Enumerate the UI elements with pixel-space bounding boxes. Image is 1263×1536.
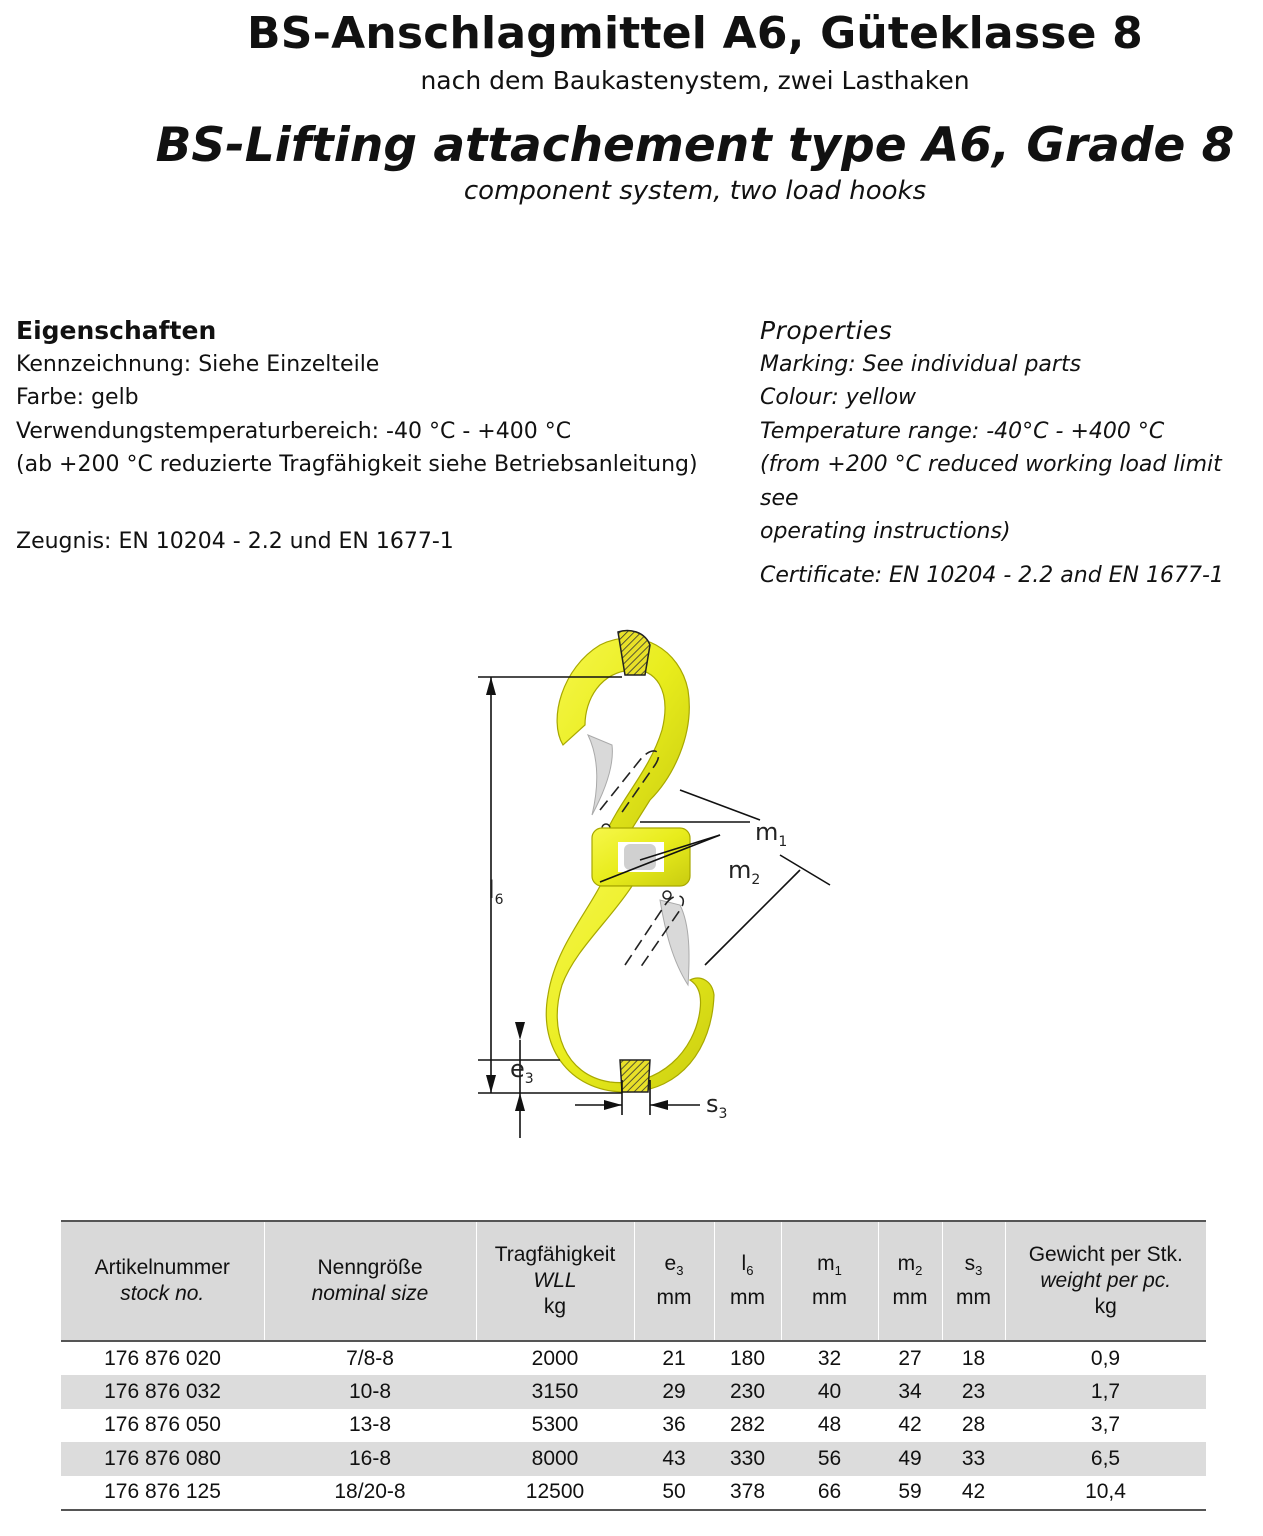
header-m2: $m_2$ mm xyxy=(878,1221,942,1341)
header-s3: $s_3$ mm xyxy=(942,1221,1005,1341)
marking-line: Kennzeichnung: Siehe Einzelteile xyxy=(16,351,380,377)
lower-hook xyxy=(546,886,714,1092)
colour-line: Colour: yellow xyxy=(760,385,917,410)
header-m1: $m_1$ mm xyxy=(781,1221,878,1341)
properties-heading: Properties xyxy=(760,316,893,345)
dimension-arrows xyxy=(486,677,668,1111)
cell-s3: 42 xyxy=(961,1480,986,1504)
cell-m2: 42 xyxy=(898,1413,922,1437)
header-wll: Tragfähigkeit WLL kg xyxy=(476,1221,634,1341)
cell-wll: 3150 xyxy=(476,1375,634,1408)
marking-line: Marking: See individual parts xyxy=(760,351,1082,377)
page-title-english: BS-Lifting attachement type A6, Grade 8 xyxy=(155,118,1235,173)
cell-stock-no: 176 876 050 xyxy=(104,1413,221,1437)
label-l6: $l_6$ xyxy=(488,876,504,908)
certificate-line: Zeugnis: EN 10204 - 2.2 und EN 1677-1 xyxy=(16,528,454,554)
cell-m2: 49 xyxy=(878,1442,942,1475)
temperature-note: (ab +200 °C reduzierte Tragfähigkeit siehe Betriebsanleitung) xyxy=(16,452,698,477)
colour-line: Farbe: gelb xyxy=(16,385,139,410)
temperature-note-line2: operating instructions) xyxy=(760,519,1011,544)
cell-m1: 56 xyxy=(781,1442,878,1475)
cell-m1: 66 xyxy=(817,1480,842,1504)
cell-wll: 12500 xyxy=(525,1480,585,1504)
label-s3: $s_3$ xyxy=(706,1090,728,1122)
cell-stock-no: 176 876 080 xyxy=(61,1442,264,1475)
cell-l6: 378 xyxy=(729,1480,766,1504)
cell-s3: 28 xyxy=(961,1413,986,1437)
cell-weight: 0,9 xyxy=(1090,1346,1121,1370)
cell-s3: 33 xyxy=(942,1442,1005,1475)
table-row xyxy=(61,1409,1206,1442)
cell-nominal-size: 13-8 xyxy=(348,1413,392,1437)
page-subtitle-english: component system, two load hooks xyxy=(463,176,927,206)
properties-english xyxy=(760,314,1260,592)
cell-weight: 3,7 xyxy=(1090,1413,1121,1437)
cell-stock-no: 176 876 125 xyxy=(104,1480,221,1504)
cell-stock-no: 176 876 020 xyxy=(104,1346,221,1370)
cell-m2: 27 xyxy=(898,1346,922,1370)
table-row xyxy=(61,1476,1206,1510)
header-nominal-size: Nenngröße nominal size xyxy=(264,1221,476,1341)
page-subtitle: nach dem Baukastenystem, zwei Lasthaken xyxy=(420,66,970,95)
header-l6: $l_6$ mm xyxy=(714,1221,781,1341)
cell-e3: 43 xyxy=(634,1442,714,1475)
cell-s3: 18 xyxy=(961,1346,986,1370)
cell-m1: 32 xyxy=(817,1346,842,1370)
cell-weight: 1,7 xyxy=(1005,1375,1206,1408)
table-row xyxy=(61,1442,1206,1475)
page-title: BS-Anschlagmittel A6, Güteklasse 8 xyxy=(247,8,1143,59)
table-header-row xyxy=(61,1221,1206,1341)
specifications-table xyxy=(61,1220,1206,1511)
cell-wll: 8000 xyxy=(476,1442,634,1475)
label-e3: $e_3$ xyxy=(510,1055,534,1087)
cell-nominal-size: 16-8 xyxy=(264,1442,476,1475)
properties-heading: Eigenschaften xyxy=(16,316,217,345)
label-m1: $m_1$ xyxy=(755,818,788,850)
cell-nominal-size: 7/8-8 xyxy=(346,1346,394,1370)
properties-german xyxy=(16,314,736,558)
cell-weight: 6,5 xyxy=(1005,1442,1206,1475)
table-row xyxy=(61,1375,1206,1408)
cell-wll: 2000 xyxy=(531,1346,579,1370)
cell-wll: 5300 xyxy=(531,1413,579,1437)
cell-nominal-size: 18/20-8 xyxy=(334,1480,406,1504)
cell-weight: 10,4 xyxy=(1085,1480,1126,1504)
cell-stock-no: 176 876 032 xyxy=(61,1375,264,1408)
cell-l6: 282 xyxy=(729,1413,766,1437)
header-weight: Gewicht per Stk. weight per pc. kg xyxy=(1005,1221,1206,1341)
label-m2: $m_2$ xyxy=(728,856,761,888)
cell-l6: 330 xyxy=(714,1442,781,1475)
cell-m1: 48 xyxy=(817,1413,842,1437)
cell-e3: 21 xyxy=(662,1346,686,1370)
cell-l6: 180 xyxy=(729,1346,766,1370)
temperature-note-line1: (from +200 °C reduced working load limit see xyxy=(760,452,1222,511)
cell-l6: 230 xyxy=(714,1375,781,1408)
cell-m2: 34 xyxy=(878,1375,942,1408)
hook-drawing xyxy=(470,622,850,1142)
cell-e3: 50 xyxy=(662,1480,686,1504)
table-row xyxy=(61,1341,1206,1375)
cell-s3: 23 xyxy=(942,1375,1005,1408)
dimension-lines xyxy=(478,677,830,1138)
header-e3: $e_3$ mm xyxy=(634,1221,714,1341)
connecting-link xyxy=(592,828,690,886)
header-stock-no: Artikelnummer stock no. xyxy=(61,1221,264,1341)
cell-e3: 29 xyxy=(634,1375,714,1408)
certificate-line: Certificate: EN 10204 - 2.2 and EN 1677-1 xyxy=(760,562,1224,588)
cell-m2: 59 xyxy=(898,1480,922,1504)
cell-m1: 40 xyxy=(781,1375,878,1408)
temperature-line: Temperature range: -40°C - +400 °C xyxy=(760,418,1165,444)
upper-hook xyxy=(557,631,689,835)
temperature-line: Verwendungstemperaturbereich: -40 °C - +400 °C xyxy=(16,418,572,444)
cell-e3: 36 xyxy=(662,1413,686,1437)
cell-nominal-size: 10-8 xyxy=(264,1375,476,1408)
